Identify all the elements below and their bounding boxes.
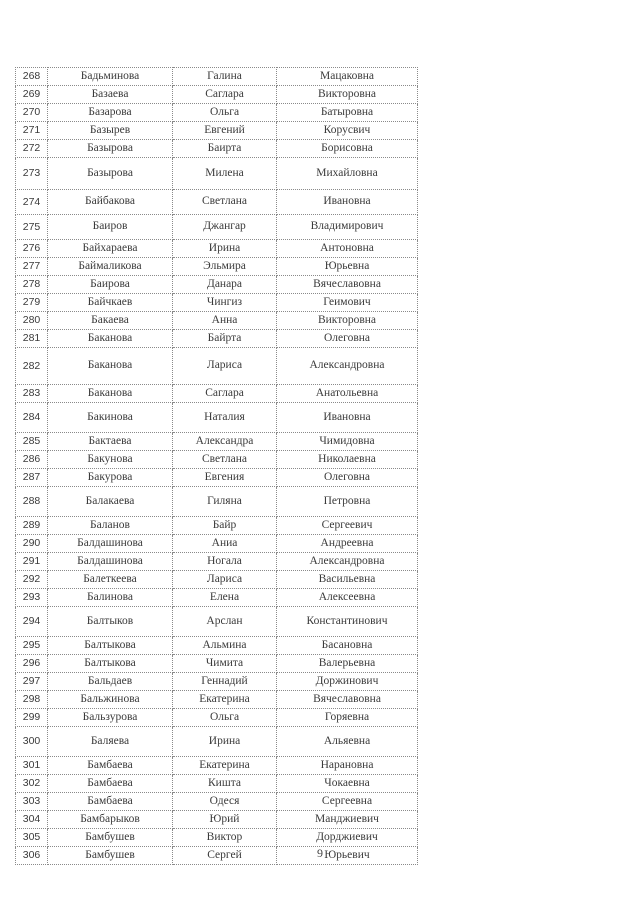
- first-name-cell: Аниа: [173, 535, 277, 553]
- row-number: 271: [16, 122, 48, 140]
- surname-cell: Базаева: [48, 86, 173, 104]
- table-row: [16, 469, 418, 487]
- table-row: [16, 140, 418, 158]
- table-row: [16, 330, 418, 348]
- row-number: 287: [16, 469, 48, 487]
- row-number: 295: [16, 637, 48, 655]
- patronymic-cell: Геимович: [277, 294, 418, 312]
- table-row: [16, 709, 418, 727]
- first-name-cell: Евгений: [173, 122, 277, 140]
- patronymic-cell: Вячеславовна: [277, 276, 418, 294]
- row-number: 276: [16, 240, 48, 258]
- table-row: [16, 158, 418, 190]
- row-number: 302: [16, 775, 48, 793]
- row-number: 288: [16, 487, 48, 517]
- table-row: [16, 433, 418, 451]
- first-name-cell: Чимита: [173, 655, 277, 673]
- row-number: 290: [16, 535, 48, 553]
- first-name-cell: Баирта: [173, 140, 277, 158]
- table-row: [16, 829, 418, 847]
- row-number: 299: [16, 709, 48, 727]
- surname-cell: Бальзурова: [48, 709, 173, 727]
- patronymic-cell: Сергеевна: [277, 793, 418, 811]
- table-row: [16, 68, 418, 86]
- row-number: 275: [16, 215, 48, 240]
- surname-cell: Балдашинова: [48, 535, 173, 553]
- table-row: [16, 757, 418, 775]
- first-name-cell: Екатерина: [173, 757, 277, 775]
- surname-cell: Базарова: [48, 104, 173, 122]
- table-row: [16, 240, 418, 258]
- table-row: [16, 215, 418, 240]
- first-name-cell: Наталия: [173, 403, 277, 433]
- surname-cell: Балтыков: [48, 607, 173, 637]
- first-name-cell: Данара: [173, 276, 277, 294]
- surname-cell: Байчкаев: [48, 294, 173, 312]
- surname-cell: Бамбушев: [48, 829, 173, 847]
- surname-cell: Бакурова: [48, 469, 173, 487]
- page-number: 9: [317, 846, 323, 860]
- table-row: [16, 190, 418, 215]
- row-number: 305: [16, 829, 48, 847]
- first-name-cell: Сергей: [173, 847, 277, 865]
- patronymic-cell: Александровна: [277, 348, 418, 385]
- surname-cell: Бамбаева: [48, 793, 173, 811]
- patronymic-cell: Андреевна: [277, 535, 418, 553]
- surname-cell: Бамбушев: [48, 847, 173, 865]
- row-number: 291: [16, 553, 48, 571]
- table-row: [16, 294, 418, 312]
- first-name-cell: Байр: [173, 517, 277, 535]
- patronymic-cell: Батыровна: [277, 104, 418, 122]
- first-name-cell: Арслан: [173, 607, 277, 637]
- patronymic-cell: Олеговна: [277, 330, 418, 348]
- row-number: 282: [16, 348, 48, 385]
- row-number: 272: [16, 140, 48, 158]
- surname-cell: Балеткеева: [48, 571, 173, 589]
- row-number: 298: [16, 691, 48, 709]
- row-number: 279: [16, 294, 48, 312]
- table-row: [16, 487, 418, 517]
- patronymic-cell: Ивановна: [277, 190, 418, 215]
- row-number: 281: [16, 330, 48, 348]
- table-row: [16, 775, 418, 793]
- first-name-cell: Саглара: [173, 385, 277, 403]
- surname-cell: Бальдаев: [48, 673, 173, 691]
- row-number: 274: [16, 190, 48, 215]
- patronymic-cell: Алексеевна: [277, 589, 418, 607]
- first-name-cell: Ирина: [173, 240, 277, 258]
- surname-cell: Баланов: [48, 517, 173, 535]
- patronymic-cell: Манджиевич: [277, 811, 418, 829]
- first-name-cell: Ольга: [173, 104, 277, 122]
- row-number: 296: [16, 655, 48, 673]
- row-number: 293: [16, 589, 48, 607]
- first-name-cell: Байрта: [173, 330, 277, 348]
- first-name-cell: Гиляна: [173, 487, 277, 517]
- surname-cell: Баймаликова: [48, 258, 173, 276]
- table-row: [16, 727, 418, 757]
- first-name-cell: Ольга: [173, 709, 277, 727]
- surname-cell: Бамбаева: [48, 775, 173, 793]
- table-row: [16, 535, 418, 553]
- surname-cell: Баирова: [48, 276, 173, 294]
- table-row: [16, 517, 418, 535]
- first-name-cell: Саглара: [173, 86, 277, 104]
- surname-cell: Балинова: [48, 589, 173, 607]
- table-row: [16, 673, 418, 691]
- row-number: 277: [16, 258, 48, 276]
- table-row: [16, 403, 418, 433]
- patronymic-cell: Валерьевна: [277, 655, 418, 673]
- table-row: [16, 86, 418, 104]
- patronymic-cell: Викторовна: [277, 312, 418, 330]
- patronymic-cell: Михайловна: [277, 158, 418, 190]
- patronymic-cell: Константинович: [277, 607, 418, 637]
- first-name-cell: Джангар: [173, 215, 277, 240]
- row-number: 278: [16, 276, 48, 294]
- patronymic-cell: Горяевна: [277, 709, 418, 727]
- row-number: 306: [16, 847, 48, 865]
- patronymic-cell: Александровна: [277, 553, 418, 571]
- patronymic-cell: Владимирович: [277, 215, 418, 240]
- table-row: [16, 637, 418, 655]
- row-number: 268: [16, 68, 48, 86]
- patronymic-cell: Чокаевна: [277, 775, 418, 793]
- table-row: [16, 312, 418, 330]
- surname-cell: Балтыкова: [48, 637, 173, 655]
- row-number: 289: [16, 517, 48, 535]
- patronymic-cell: Корусвич: [277, 122, 418, 140]
- surname-cell: Баканова: [48, 348, 173, 385]
- row-number: 304: [16, 811, 48, 829]
- table-row: [16, 385, 418, 403]
- first-name-cell: Эльмира: [173, 258, 277, 276]
- names-table: [15, 67, 418, 865]
- first-name-cell: Милена: [173, 158, 277, 190]
- table-row: [16, 276, 418, 294]
- names-table-body: [16, 68, 418, 865]
- patronymic-cell: Антоновна: [277, 240, 418, 258]
- surname-cell: Баканова: [48, 385, 173, 403]
- row-number: 300: [16, 727, 48, 757]
- table-row: [16, 589, 418, 607]
- surname-cell: Бакаева: [48, 312, 173, 330]
- patronymic-cell: Петровна: [277, 487, 418, 517]
- surname-cell: Базырев: [48, 122, 173, 140]
- surname-cell: Балдашинова: [48, 553, 173, 571]
- patronymic-cell: Юрьевна: [277, 258, 418, 276]
- first-name-cell: Чингиз: [173, 294, 277, 312]
- first-name-cell: Галина: [173, 68, 277, 86]
- first-name-cell: Лариса: [173, 348, 277, 385]
- first-name-cell: Юрий: [173, 811, 277, 829]
- table-row: [16, 553, 418, 571]
- surname-cell: Балакаева: [48, 487, 173, 517]
- surname-cell: Балтыкова: [48, 655, 173, 673]
- first-name-cell: Ногала: [173, 553, 277, 571]
- table-row: [16, 451, 418, 469]
- table-row: [16, 348, 418, 385]
- patronymic-cell: Олеговна: [277, 469, 418, 487]
- patronymic-cell: Нарановна: [277, 757, 418, 775]
- surname-cell: Бадьминова: [48, 68, 173, 86]
- row-number: 297: [16, 673, 48, 691]
- surname-cell: Байбакова: [48, 190, 173, 215]
- row-number: 273: [16, 158, 48, 190]
- row-number: 285: [16, 433, 48, 451]
- surname-cell: Бакунова: [48, 451, 173, 469]
- first-name-cell: Геннадий: [173, 673, 277, 691]
- patronymic-cell: Васильевна: [277, 571, 418, 589]
- patronymic-cell: Николаевна: [277, 451, 418, 469]
- patronymic-cell: Анатольевна: [277, 385, 418, 403]
- row-number: 283: [16, 385, 48, 403]
- first-name-cell: Александра: [173, 433, 277, 451]
- surname-cell: Базырова: [48, 158, 173, 190]
- first-name-cell: Кишта: [173, 775, 277, 793]
- row-number: 303: [16, 793, 48, 811]
- first-name-cell: Лариса: [173, 571, 277, 589]
- surname-cell: Бамбаева: [48, 757, 173, 775]
- table-row: [16, 811, 418, 829]
- patronymic-cell: Басановна: [277, 637, 418, 655]
- first-name-cell: Светлана: [173, 190, 277, 215]
- table-row: [16, 258, 418, 276]
- row-number: 292: [16, 571, 48, 589]
- table-row: [16, 571, 418, 589]
- table-row: [16, 691, 418, 709]
- first-name-cell: Виктор: [173, 829, 277, 847]
- patronymic-cell: Сергеевич: [277, 517, 418, 535]
- surname-cell: Бакинова: [48, 403, 173, 433]
- row-number: 284: [16, 403, 48, 433]
- surname-cell: Бактаева: [48, 433, 173, 451]
- first-name-cell: Ирина: [173, 727, 277, 757]
- patronymic-cell: Ивановна: [277, 403, 418, 433]
- patronymic-cell: Юрьевич: [277, 847, 418, 865]
- surname-cell: Байхараева: [48, 240, 173, 258]
- patronymic-cell: Вячеславовна: [277, 691, 418, 709]
- first-name-cell: Екатерина: [173, 691, 277, 709]
- first-name-cell: Анна: [173, 312, 277, 330]
- surname-cell: Базырова: [48, 140, 173, 158]
- first-name-cell: Альмина: [173, 637, 277, 655]
- row-number: 294: [16, 607, 48, 637]
- patronymic-cell: Борисовна: [277, 140, 418, 158]
- first-name-cell: Елена: [173, 589, 277, 607]
- patronymic-cell: Викторовна: [277, 86, 418, 104]
- table-row: [16, 122, 418, 140]
- row-number: 301: [16, 757, 48, 775]
- row-number: 270: [16, 104, 48, 122]
- table-row: [16, 793, 418, 811]
- patronymic-cell: Мацаковна: [277, 68, 418, 86]
- table-row: [16, 104, 418, 122]
- surname-cell: Баканова: [48, 330, 173, 348]
- surname-cell: Бальжинова: [48, 691, 173, 709]
- first-name-cell: Одеся: [173, 793, 277, 811]
- table-row: [16, 655, 418, 673]
- patronymic-cell: Альяевна: [277, 727, 418, 757]
- surname-cell: Бамбарыков: [48, 811, 173, 829]
- row-number: 269: [16, 86, 48, 104]
- first-name-cell: Светлана: [173, 451, 277, 469]
- first-name-cell: Евгения: [173, 469, 277, 487]
- table-row: [16, 847, 418, 865]
- row-number: 286: [16, 451, 48, 469]
- patronymic-cell: Доржинович: [277, 673, 418, 691]
- surname-cell: Баляева: [48, 727, 173, 757]
- table-row: [16, 607, 418, 637]
- row-number: 280: [16, 312, 48, 330]
- surname-cell: Баиров: [48, 215, 173, 240]
- patronymic-cell: Дорджиевич: [277, 829, 418, 847]
- patronymic-cell: Чимидовна: [277, 433, 418, 451]
